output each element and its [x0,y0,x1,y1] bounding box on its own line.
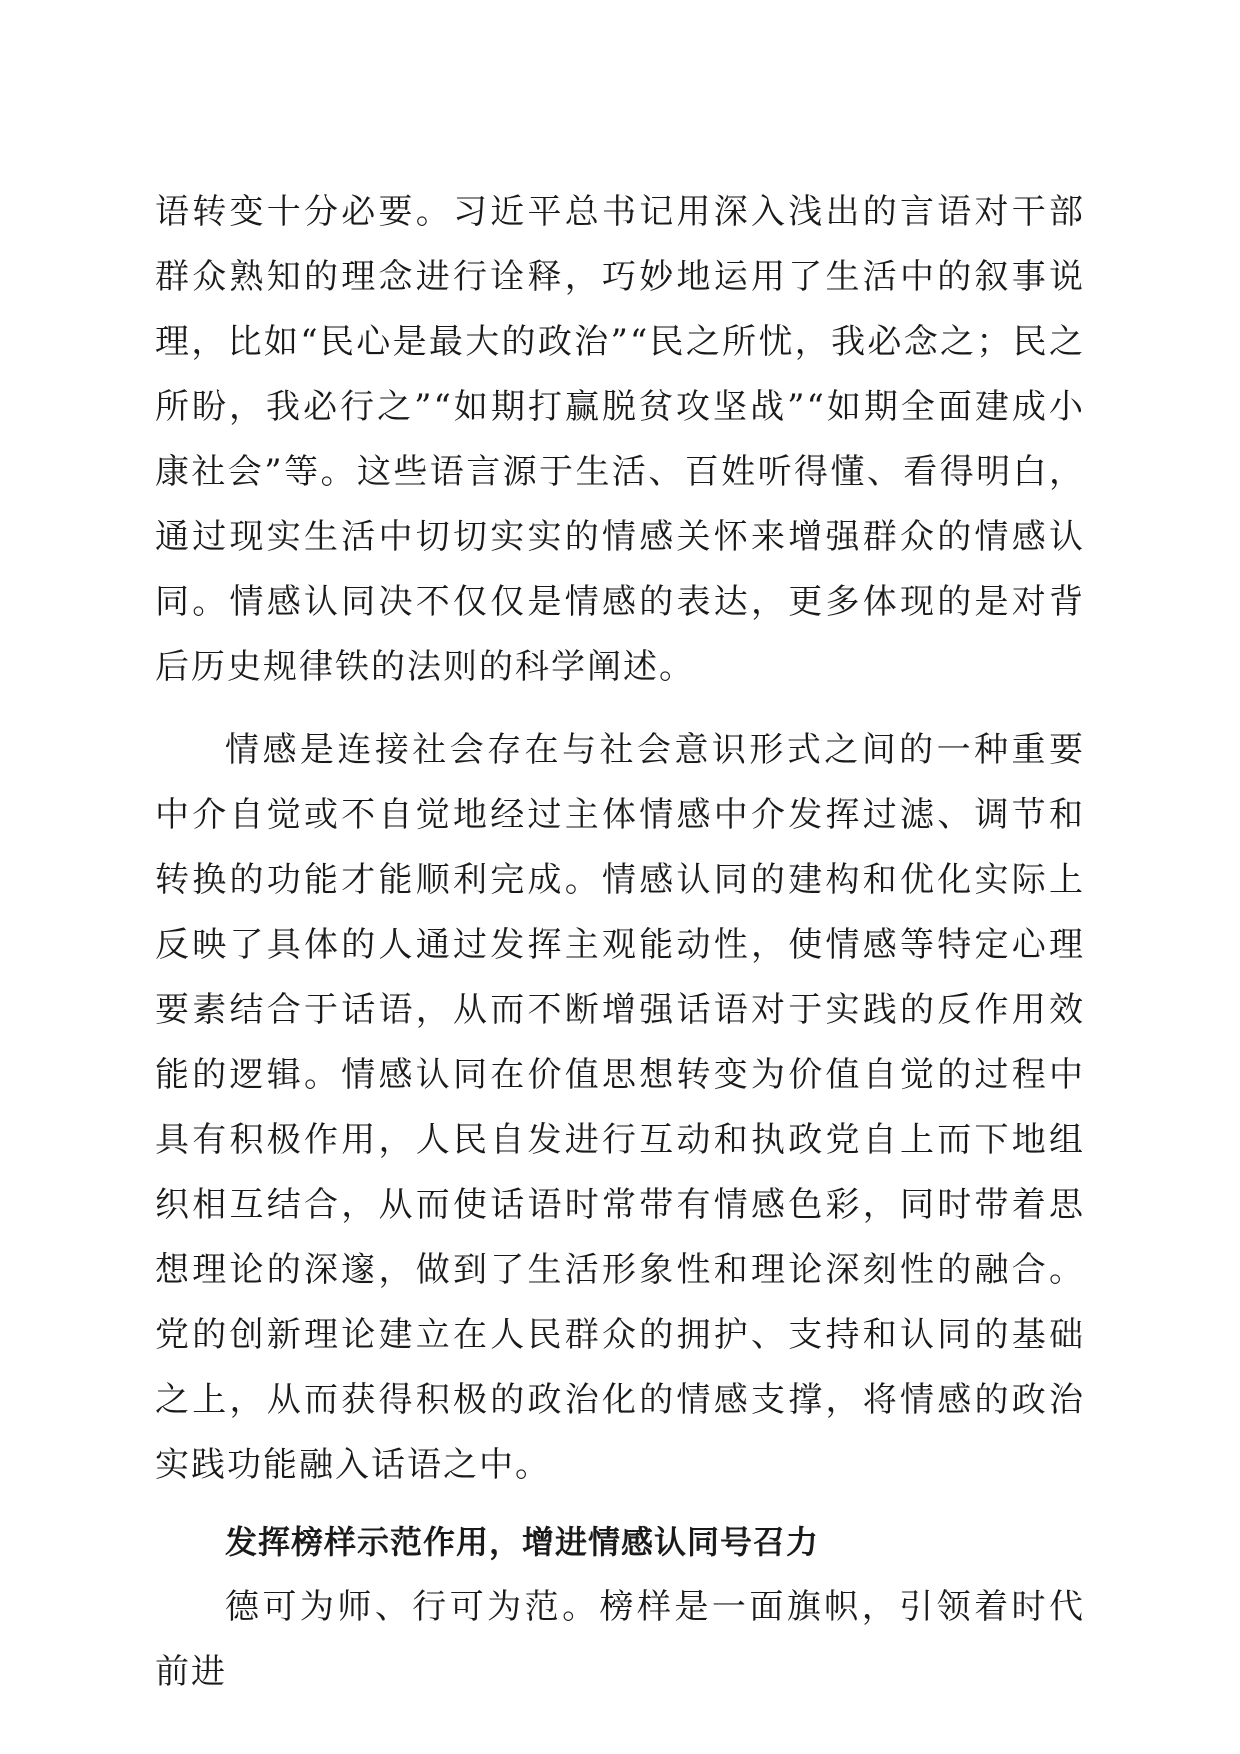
paragraph-role-model: 德可为师、行可为范。榜样是一面旗帜，引领着时代前进 [155,1587,1085,1692]
document-body [155,180,1085,1705]
section-heading: 发挥榜样示范作用，增进情感认同号召力 [225,1523,820,1561]
paragraph-emotion-mediation: 情感是连接社会存在与社会意识形式之间的一种重要中介自觉或不自觉地经过主体情感中介发挥过滤、调节和转换的功能才能顺利完成。情感认同的建构和优化实际上反映了具体的人通过发挥主观能动性，使情感等特定心理要素结合于话语，从而不断增强话语对于实践的反作用效能的逻辑。情感认同在价值思想转变为价值自觉的过程中具有积极作用，人民自发进行互动和执政党自上而下地组织相互结合，从而使话语时常带有情感色彩，同时带着思想理论的深邃，做到了生活形象性和理论深刻性的融合。党的创新理论建立在人民群众的拥护、支持和认同的基础之上，从而获得积极的政治化的情感支撑，将情感的政治实践功能融入话语之中。 [155,730,1085,1485]
paragraph-continuation: 语转变十分必要。习近平总书记用深入浅出的言语对干部群众熟知的理念进行诠释，巧妙地运用了生活中的叙事说理，比如“民心是最大的政治”“民之所忧，我必念之；民之所盼，我必行之”“如期打赢脱贫攻坚战”“如期全面建成小康社会”等。这些语言源于生活、百姓听得懂、看得明白，通过现实生活中切切实实的情感关怀来增强群众的情感认同。情感认同决不仅仅是情感的表达，更多体现的是对背后历史规律铁的法则的科学阐述。 [155,192,1085,687]
